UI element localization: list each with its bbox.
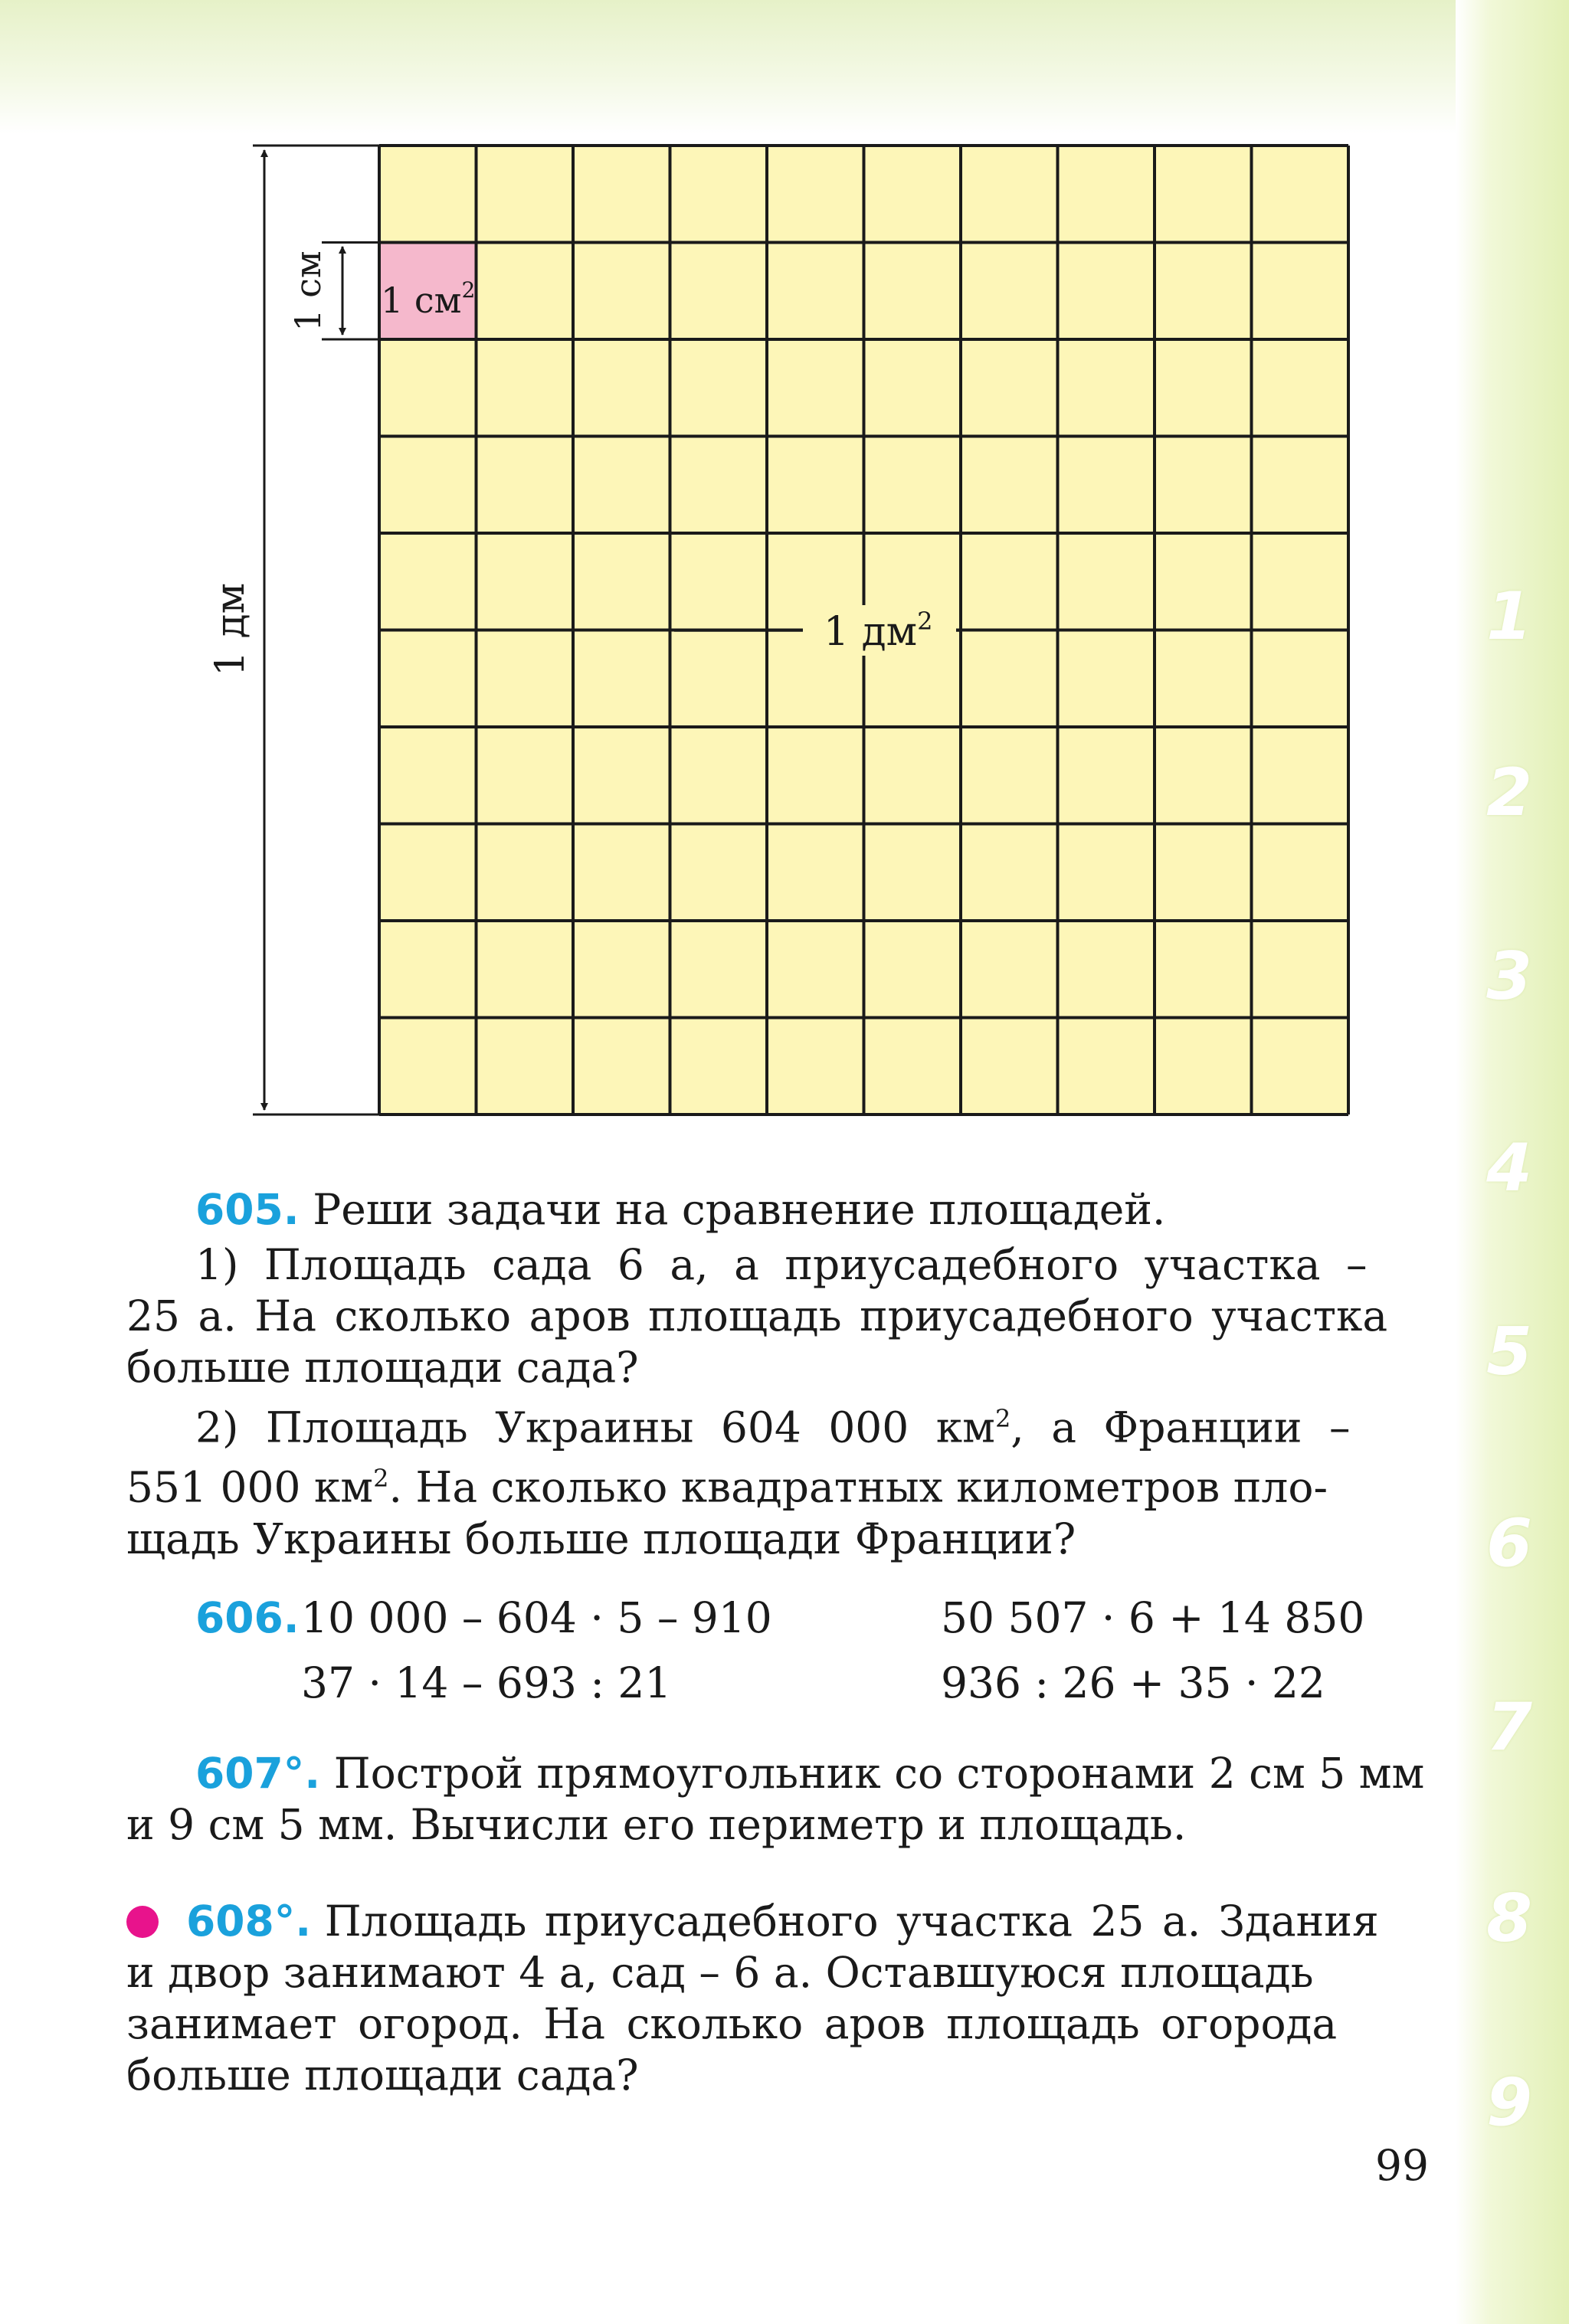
- chapter-tab-6[interactable]: 6: [1486, 1505, 1532, 1582]
- task-608-line1: Площадь приусадебного участка 25 а. Здания: [324, 1897, 1379, 1946]
- chapter-tab-1[interactable]: 1: [1486, 578, 1532, 655]
- task-607: [126, 1748, 1436, 1851]
- task-607-line2: и 9 см 5 мм. Вычисли его периметр и площадь.: [126, 1800, 1187, 1849]
- chapter-tab-9[interactable]: 9: [1486, 2064, 1532, 2141]
- task-605-title: Реши задачи на сравнение площадей.: [313, 1185, 1166, 1234]
- square-decimeter-figure: [0, 0, 1569, 1149]
- one-centimeter-dimension: [287, 243, 379, 340]
- task-605-item1-line2: 25 а. На сколько аров площадь приусадебного участка: [126, 1291, 1388, 1340]
- one-centimeter-label: 1 см: [287, 250, 329, 332]
- chapter-tab-8[interactable]: 8: [1486, 1880, 1532, 1957]
- task-605-item1-line3: больше площади сада?: [126, 1343, 639, 1392]
- task-605-item1-line1: 1) Площадь сада 6 а, а приусадебного участка –: [195, 1240, 1368, 1289]
- task-605-item2-line3: щадь Украины больше площади Франции?: [126, 1514, 1076, 1563]
- task-606-number: 606.: [195, 1593, 300, 1642]
- task-608-number: 608°.: [186, 1897, 312, 1946]
- task-608-line4: больше площади сада?: [126, 2051, 639, 2100]
- task-605: [126, 1184, 1436, 1565]
- chapter-tab-2[interactable]: 2: [1486, 754, 1532, 831]
- task-606-expr2: 50 507 · 6 + 14 850: [941, 1593, 1365, 1642]
- task-607-line1: Построй прямоугольник со сторонами 2 см 5 мм: [333, 1749, 1425, 1798]
- task-607-number: 607°.: [195, 1749, 321, 1798]
- one-decimeter-label: 1 дм: [208, 582, 254, 677]
- chapter-tab-4[interactable]: 4: [1486, 1130, 1532, 1206]
- task-608: [126, 1896, 1436, 2101]
- chapter-tab-7[interactable]: 7: [1486, 1689, 1532, 1766]
- task-606-expr1: 10 000 – 604 · 5 – 910: [301, 1593, 772, 1642]
- task-605-item2-line1: 2) Площадь Украины 604 000 $км^2$, а Франции –: [195, 1403, 1351, 1452]
- chapter-tab-5[interactable]: 5: [1486, 1314, 1532, 1390]
- task-608-line2: и двор занимают 4 а, сад – 6 а. Оставшуюся площадь: [126, 1948, 1314, 1997]
- difficulty-bullet-icon: [126, 1906, 159, 1938]
- task-605-number: 605.: [195, 1185, 300, 1234]
- svg-text:1 дм2: 1 $дм^2$: [824, 607, 933, 655]
- small-square-label: 1 $см^2$: [381, 277, 476, 321]
- chapter-tab-3[interactable]: 3: [1486, 938, 1532, 1015]
- page-number: 99: [1375, 2141, 1429, 2190]
- task-606-expr3: 37 · 14 – 693 : 21: [301, 1658, 672, 1707]
- task-606-expr4: 936 : 26 + 35 · 22: [941, 1658, 1325, 1707]
- task-605-item2-line2: 551 000 $км^2$. На сколько квадратных километров пло-: [126, 1462, 1328, 1512]
- task-608-line3: занимает огород. На сколько аров площадь огорода: [126, 1999, 1338, 2048]
